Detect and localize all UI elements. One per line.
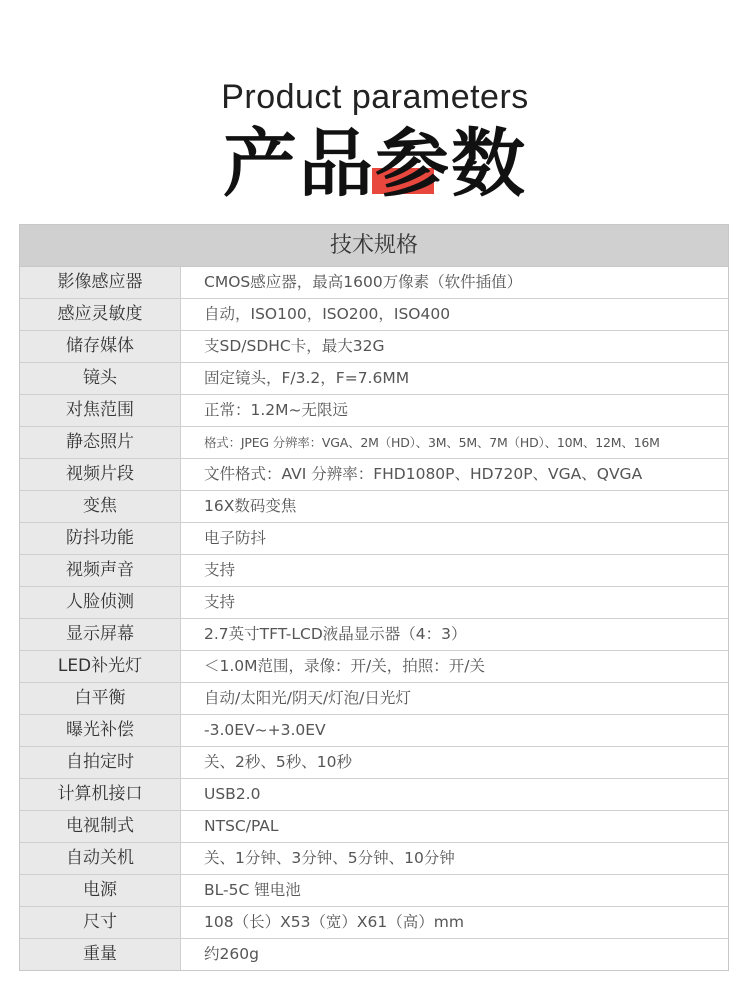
table-row <box>20 523 728 555</box>
spec-value: CMOS感应器，最高1600万像素（软件插值） <box>204 273 523 291</box>
spec-table <box>19 224 729 971</box>
spec-key: 感应灵敏度 <box>20 299 181 330</box>
table-row <box>20 939 728 970</box>
spec-key: 变焦 <box>20 491 181 522</box>
spec-key: 防抖功能 <box>20 523 181 554</box>
spec-value: 自动，ISO100，ISO200，ISO400 <box>204 305 451 323</box>
spec-key: 计算机接口 <box>20 779 181 810</box>
spec-key: 人脸侦测 <box>20 587 181 618</box>
table-row <box>20 875 728 907</box>
spec-key: 尺寸 <box>20 907 181 938</box>
table-row <box>20 299 728 331</box>
spec-value: 文件格式：AVI 分辨率：FHD1080P、HD720P、VGA、QVGA <box>204 465 643 483</box>
spec-value: ＜1.0M范围，录像：开/关，拍照：开/关 <box>204 657 485 675</box>
table-row <box>20 651 728 683</box>
table-row <box>20 587 728 619</box>
table-row <box>20 715 728 747</box>
spec-value: 格式：JPEG 分辨率：VGA、2M（HD）、3M、5M、7M（HD）、10M、12M、16M <box>204 435 660 450</box>
spec-key: 电视制式 <box>20 811 181 842</box>
spec-value: 108（长）X53（宽）X61（高）mm <box>204 913 464 931</box>
page-title-en: Product parameters <box>221 78 529 116</box>
table-row <box>20 683 728 715</box>
spec-key: 自动关机 <box>20 843 181 874</box>
table-row <box>20 459 728 491</box>
spec-value: 固定镜头，F/3.2，F=7.6MM <box>204 369 410 387</box>
table-row <box>20 363 728 395</box>
table-row <box>20 267 728 299</box>
spec-value: 正常：1.2M~无限远 <box>204 401 349 419</box>
spec-value: 支持 <box>204 593 236 611</box>
spec-key: 对焦范围 <box>20 395 181 426</box>
table-row <box>20 907 728 939</box>
table-row <box>20 555 728 587</box>
table-row <box>20 395 728 427</box>
spec-key: 自拍定时 <box>20 747 181 778</box>
table-row <box>20 427 728 459</box>
spec-value: 自动/太阳光/阴天/灯泡/日光灯 <box>204 689 411 707</box>
spec-table-body <box>20 267 728 970</box>
spec-key: 视频片段 <box>20 459 181 490</box>
table-row <box>20 843 728 875</box>
spec-value: -3.0EV~+3.0EV <box>204 721 326 739</box>
spec-value: NTSC/PAL <box>204 817 279 835</box>
spec-key: 显示屏幕 <box>20 619 181 650</box>
spec-key: 储存媒体 <box>20 331 181 362</box>
spec-key: 白平衡 <box>20 683 181 714</box>
table-row <box>20 619 728 651</box>
table-row <box>20 331 728 363</box>
spec-value: 16X数码变焦 <box>204 497 297 515</box>
spec-key: 重量 <box>20 939 181 970</box>
table-row <box>20 811 728 843</box>
page-title-cn: 产品参数 <box>223 121 527 207</box>
spec-value: 关、2秒、5秒、10秒 <box>204 753 352 771</box>
spec-key: 电源 <box>20 875 181 906</box>
spec-value: 关、1分钟、3分钟、5分钟、10分钟 <box>204 849 455 867</box>
spec-value: USB2.0 <box>204 785 261 803</box>
spec-key: 镜头 <box>20 363 181 394</box>
spec-key: 视频声音 <box>20 555 181 586</box>
spec-key: 曝光补偿 <box>20 715 181 746</box>
spec-key: 静态照片 <box>20 427 181 458</box>
spec-value: 2.7英寸TFT-LCD液晶显示器（4：3） <box>204 625 467 643</box>
table-row <box>20 491 728 523</box>
spec-key: LED补光灯 <box>20 651 181 682</box>
spec-table-heading: 技术规格 <box>20 225 728 267</box>
spec-value: BL-5C 锂电池 <box>204 881 301 899</box>
table-row <box>20 747 728 779</box>
spec-value: 支持 <box>204 561 236 579</box>
spec-value: 约260g <box>204 945 259 963</box>
spec-key: 影像感应器 <box>20 267 181 298</box>
page-title-cn-block <box>0 122 750 206</box>
table-row <box>20 779 728 811</box>
spec-value: 支SD/SDHC卡，最大32G <box>204 337 385 355</box>
spec-value: 电子防抖 <box>204 529 267 547</box>
